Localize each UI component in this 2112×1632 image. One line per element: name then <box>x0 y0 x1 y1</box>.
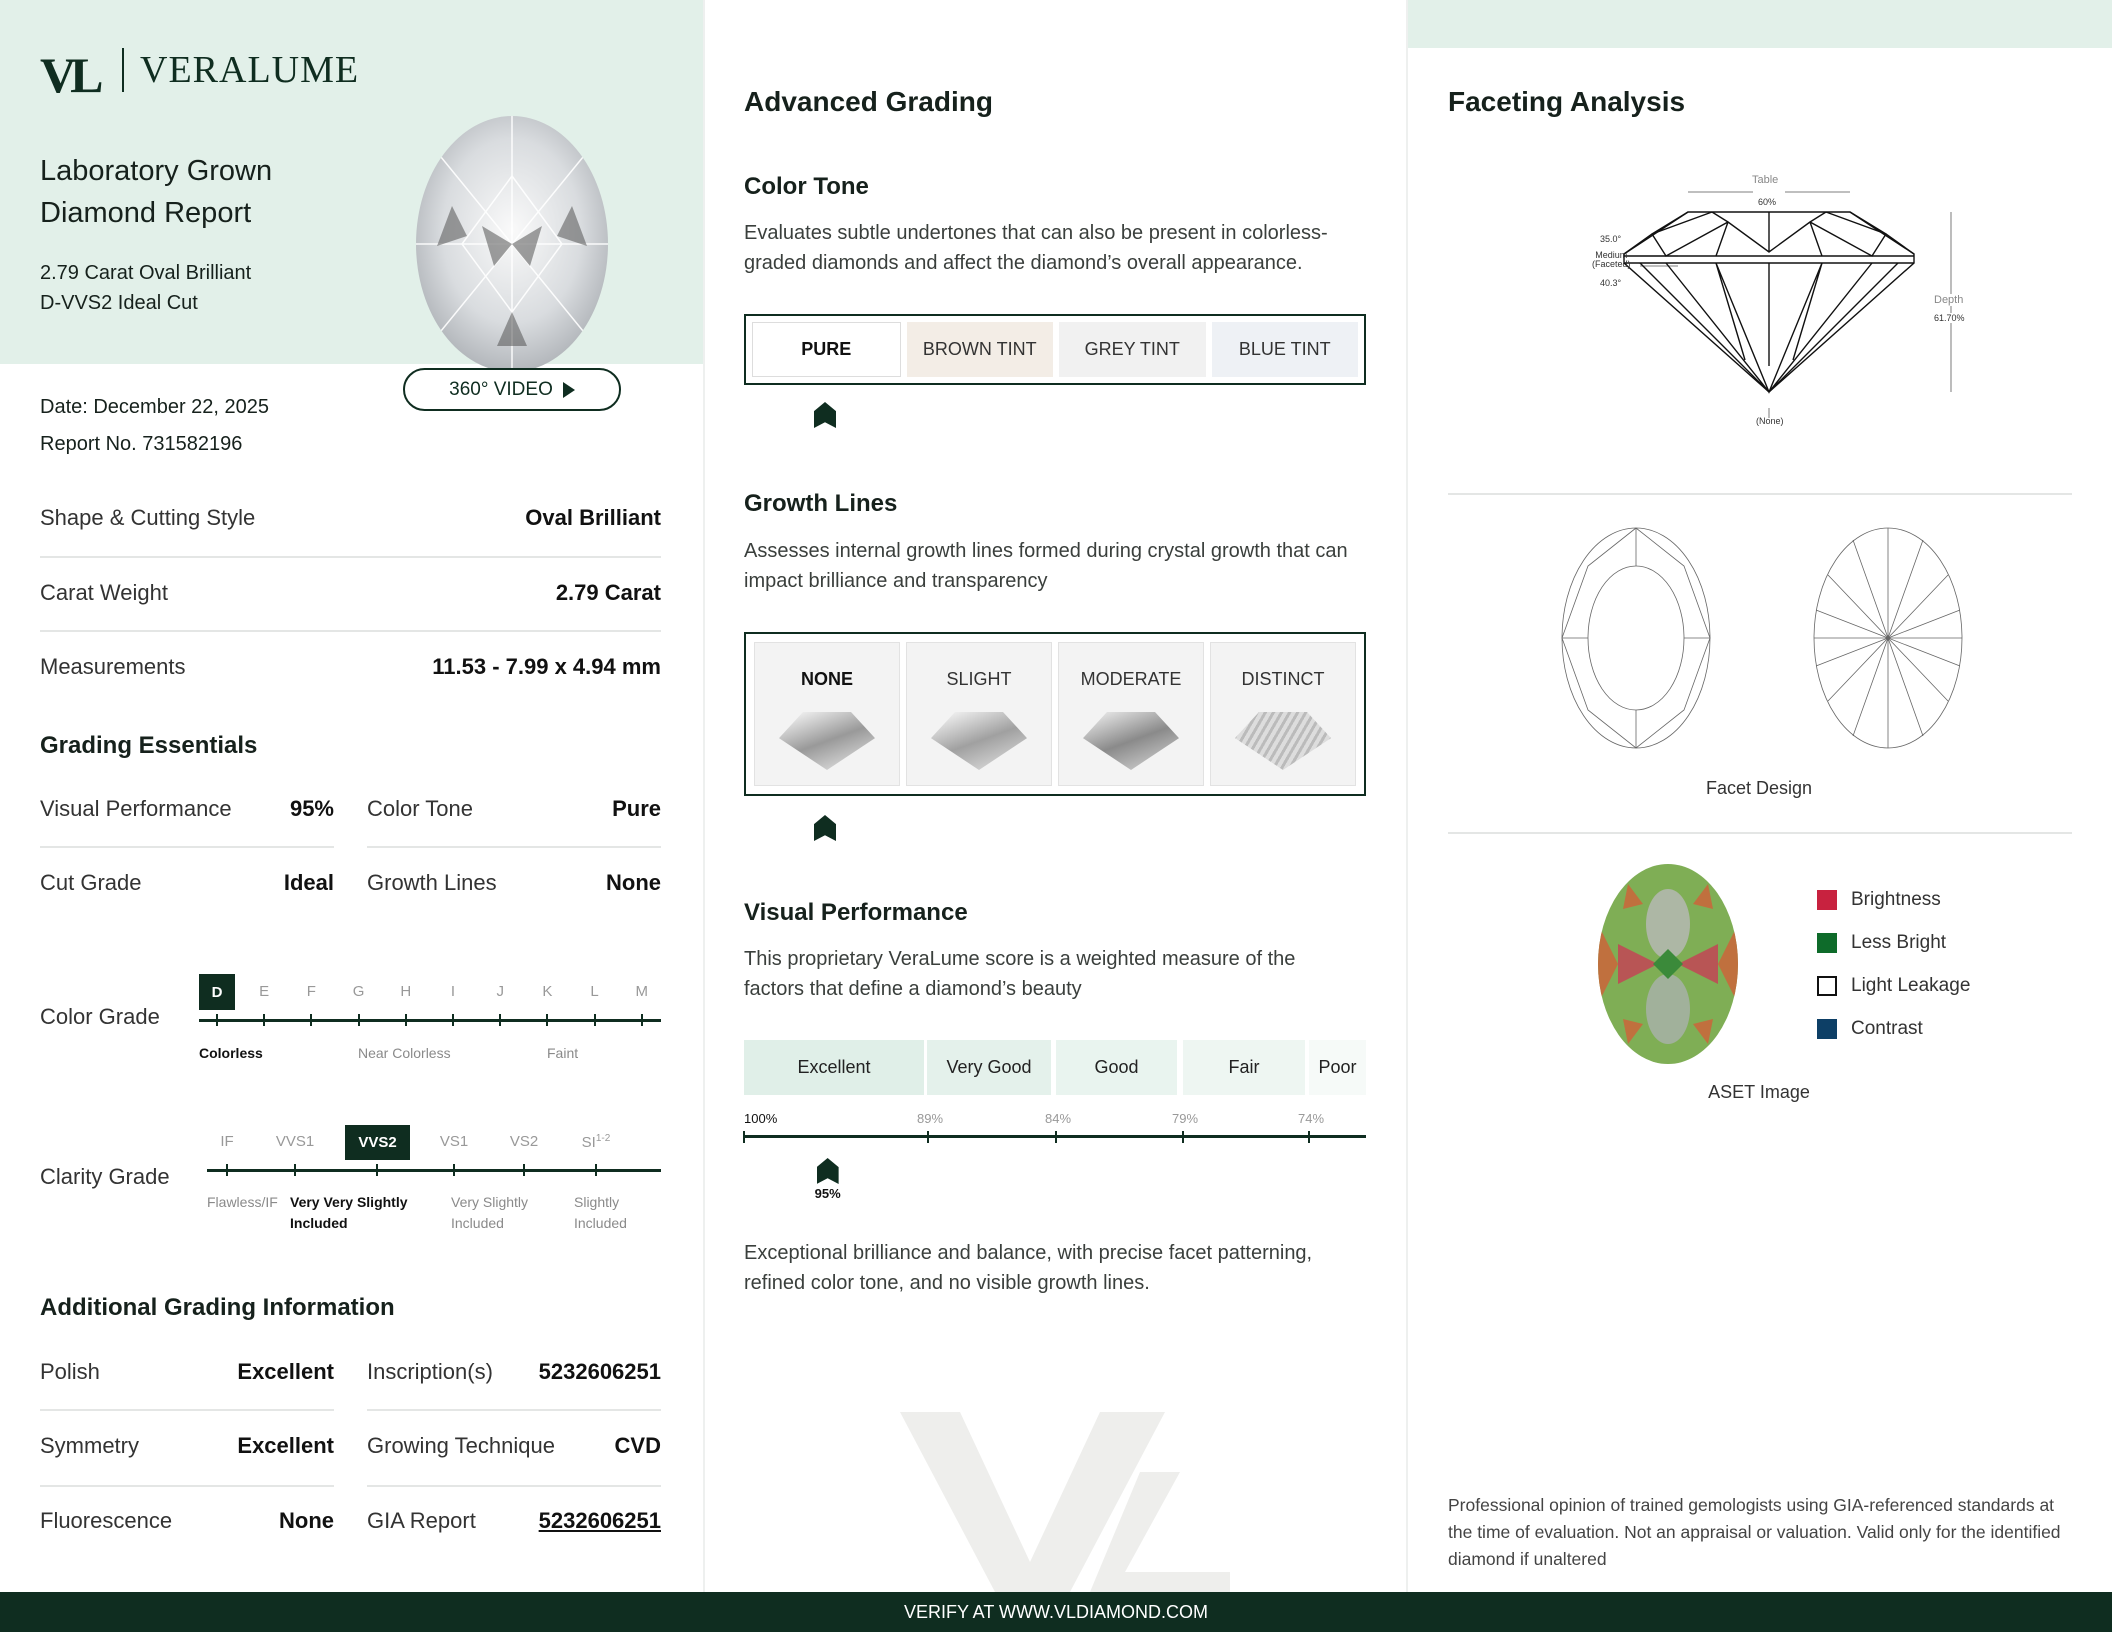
essential-label: Growth Lines <box>367 870 497 895</box>
additional-label: Polish <box>40 1359 100 1384</box>
axis-tick <box>927 1131 929 1143</box>
video-label: 360° VIDEO <box>449 378 553 400</box>
additional-value: None <box>279 1508 334 1533</box>
spec-label: Carat Weight <box>40 580 168 605</box>
clarity-group-si: Slightly Included <box>574 1194 627 1231</box>
band-good: Good <box>1056 1040 1177 1095</box>
color-grade-letter: E <box>259 983 270 1000</box>
legend-item <box>1817 889 1941 911</box>
table-value: 60% <box>1758 197 1777 207</box>
color-grade-selected: D <box>199 974 235 1010</box>
tick-label-74: 74% <box>1297 1111 1325 1126</box>
tick-label-89: 89% <box>916 1111 944 1126</box>
divider <box>40 846 334 848</box>
divider <box>40 630 661 632</box>
clarity-grade-label-item: VVS1 <box>275 1133 315 1150</box>
tone-option-brown: BROWN TINT <box>907 322 1054 377</box>
growth-option-label: SLIGHT <box>946 669 1012 689</box>
clarity-grade-axis <box>207 1169 661 1172</box>
axis-tick <box>1182 1131 1184 1143</box>
profile-drawing <box>1540 170 1990 430</box>
report-title <box>40 150 272 234</box>
essential-row <box>40 796 334 822</box>
depth-value: 61.70% <box>1934 313 1965 323</box>
title-line-1: Laboratory Grown <box>40 155 273 187</box>
essential-value: 95% <box>289 796 334 821</box>
additional-row <box>40 1508 334 1534</box>
watermark-logo <box>900 1412 1230 1592</box>
spec-value: Oval Brilliant <box>525 505 661 530</box>
diamond-thumbnail <box>1083 712 1179 770</box>
color-grade-letter: I <box>450 983 456 1000</box>
color-grade-letter: J <box>496 983 504 1000</box>
additional-value: CVD <box>614 1433 661 1458</box>
tick-label-100: 100% <box>744 1111 778 1126</box>
girdle-finish: (Faceted) <box>1592 259 1631 269</box>
legend-label: Brightness <box>1851 889 1941 910</box>
essential-value: Ideal <box>283 870 334 895</box>
additional-row <box>367 1508 661 1534</box>
growth-option-slight <box>906 642 1052 786</box>
legend-item <box>1817 1018 1923 1040</box>
divider <box>367 846 661 848</box>
band-very-good: Very Good <box>927 1040 1051 1095</box>
brand-monogram: VL <box>40 47 98 103</box>
clarity-grade-label: Clarity Grade <box>40 1164 170 1189</box>
aset-image-label: ASET Image <box>1708 1082 1810 1102</box>
color-grade-letter: L <box>590 983 599 1000</box>
growth-option-label: MODERATE <box>1080 669 1182 689</box>
legend-swatch-icon <box>1817 1019 1837 1039</box>
legend-label: Less Bright <box>1851 932 1947 953</box>
facet-design-crown-icon <box>1556 525 1716 751</box>
logo-separator <box>122 48 124 92</box>
essential-value: None <box>606 870 661 895</box>
spec-label: Shape & Cutting Style <box>40 505 256 530</box>
report-number: Report No. 731582196 <box>40 433 243 455</box>
advanced-grading-heading: Advanced Grading <box>744 86 993 117</box>
tick-label-79: 79% <box>1171 1111 1199 1126</box>
color-grade-letter: G <box>352 983 365 1000</box>
clarity-grade-label-item: SI$^{1-2}$ <box>581 1133 611 1151</box>
additional-row <box>40 1433 334 1459</box>
growth-lines-scale <box>744 632 1366 796</box>
growth-option-label: DISTINCT <box>1241 669 1325 689</box>
additional-row <box>40 1359 334 1385</box>
diamond-photo <box>412 116 612 368</box>
si-superscript: 1-2 <box>595 1133 611 1144</box>
color-grade-letter: M <box>635 983 649 1000</box>
clarity-group-vvs: Very Very Slightly Included <box>290 1194 408 1231</box>
performance-summary: Exceptional brilliance and balance, with precise facet patterning, refined color tone, and no visible growth lines. <box>744 1242 1313 1294</box>
essential-row <box>367 796 661 822</box>
performance-score: 95% <box>814 1186 841 1201</box>
additional-label: Inscription(s) <box>367 1359 493 1384</box>
additional-value: Excellent <box>237 1433 334 1458</box>
clarity-group-vs: Very Slightly Included <box>451 1194 529 1231</box>
essential-label: Visual Performance <box>40 796 232 821</box>
essential-row <box>367 870 661 896</box>
girdle-label <box>1592 251 1631 269</box>
visual-performance-description: This proprietary VeraLume score is a weighted measure of the factors that define a diamond’s beauty <box>744 948 1296 1000</box>
divider <box>40 556 661 558</box>
color-tone-heading: Color Tone <box>744 173 869 200</box>
growth-lines-heading: Growth Lines <box>744 490 898 517</box>
legend-swatch-icon <box>1817 933 1837 953</box>
verify-link[interactable]: VERIFY AT WWW.VLDIAMOND.COM <box>903 1601 1209 1622</box>
color-group-colorless: Colorless <box>199 1045 263 1061</box>
additional-info-heading: Additional Grading Information <box>40 1294 395 1321</box>
divider <box>40 1409 334 1411</box>
disclaimer: Professional opinion of trained gemologists using GIA-referenced standards at the time of evaluation. Not an appraisal or valuation. Valid only for the identified diamond if unaltered <box>1448 1495 2061 1569</box>
table-label: Table <box>1752 174 1779 186</box>
right-header-band <box>1406 0 2112 48</box>
additional-label: Growing Technique <box>367 1433 555 1458</box>
color-grade-label: Color Grade <box>40 1004 160 1029</box>
legend-item <box>1817 975 1970 997</box>
divider <box>1448 832 2072 834</box>
divider <box>1448 493 2072 495</box>
color-grade-letter: H <box>400 983 412 1000</box>
title-line-2: Diamond Report <box>40 197 252 229</box>
column-divider <box>1406 0 1408 1592</box>
essential-label: Cut Grade <box>40 870 142 895</box>
faceting-analysis-heading: Faceting Analysis <box>1448 86 1686 117</box>
girdle-thickness: Medium <box>1595 250 1628 260</box>
legend-item <box>1817 932 1946 954</box>
pavilion-angle: 40.3° <box>1600 278 1622 288</box>
clarity-group-flawless: Flawless/IF <box>207 1194 278 1210</box>
additional-label: GIA Report <box>367 1508 476 1533</box>
performance-marker-icon <box>817 1158 839 1184</box>
subtitle-line-1: 2.79 Carat Oval Brilliant <box>40 262 252 284</box>
growth-option-distinct <box>1210 642 1356 786</box>
legend-label: Light Leakage <box>1851 975 1971 996</box>
growth-option-moderate <box>1058 642 1204 786</box>
axis-tick <box>1055 1131 1057 1143</box>
essential-label: Color Tone <box>367 796 473 821</box>
tone-option-blue: BLUE TINT <box>1212 322 1359 377</box>
play-icon <box>563 382 575 398</box>
color-grade-axis <box>199 1019 661 1022</box>
report-subtitle <box>40 258 251 318</box>
legend-swatch-icon <box>1817 890 1837 910</box>
clarity-grade-label-item: VS1 <box>439 1133 469 1150</box>
divider <box>367 1409 661 1411</box>
additional-value: Excellent <box>237 1359 334 1384</box>
axis-tick <box>1308 1131 1310 1143</box>
band-fair: Fair <box>1183 1040 1305 1095</box>
band-poor: Poor <box>1309 1040 1366 1095</box>
diamond-thumbnail <box>1235 712 1331 770</box>
spec-row <box>40 580 661 606</box>
additional-row <box>367 1433 661 1459</box>
color-group-near-colorless: Near Colorless <box>358 1045 451 1061</box>
culet-value: (None) <box>1756 416 1784 426</box>
color-tone-description: Evaluates subtle undertones that can also be present in colorless-graded diamonds and affect the diamond’s overall appearance. <box>744 222 1328 274</box>
additional-label: Symmetry <box>40 1433 139 1458</box>
clarity-grade-selected: VVS2 <box>345 1125 410 1160</box>
legend-label: Contrast <box>1851 1018 1923 1039</box>
facet-design-pavilion-icon <box>1808 525 1968 751</box>
additional-label: Fluorescence <box>40 1508 173 1533</box>
visual-performance-heading: Visual Performance <box>744 899 968 926</box>
spec-row <box>40 505 661 531</box>
color-group-faint: Faint <box>547 1045 579 1061</box>
color-tone-scale <box>744 314 1366 385</box>
depth-label: Depth <box>1934 294 1964 306</box>
spec-row <box>40 654 661 680</box>
tone-option-pure: PURE <box>752 322 901 377</box>
growth-lines-description: Assesses internal growth lines formed during crystal growth that can impact brilliance and transparency <box>744 540 1348 592</box>
report-date: Date: December 22, 2025 <box>40 396 270 418</box>
spec-value: 11.53 - 7.99 x 4.94 mm <box>432 654 661 679</box>
additional-value: 5232606251 <box>538 1359 661 1384</box>
tone-option-grey: GREY TINT <box>1059 322 1206 377</box>
divider <box>40 1485 334 1487</box>
brand-name: VERALUME <box>140 49 360 91</box>
footer-bar <box>0 1592 2112 1632</box>
tick-label-84: 84% <box>1044 1111 1072 1126</box>
diamond-thumbnail <box>931 712 1027 770</box>
essential-row <box>40 870 334 896</box>
axis-tick <box>743 1131 745 1143</box>
color-tone-marker-icon <box>814 402 836 428</box>
column-divider <box>703 0 705 1592</box>
spec-value: 2.79 Carat <box>555 580 661 605</box>
legend-swatch-icon <box>1817 976 1837 996</box>
aset-image <box>1598 864 1738 1064</box>
clarity-grade-label-item: VS2 <box>509 1133 539 1150</box>
diamond-profile-diagram <box>1540 170 1990 430</box>
diamond-thumbnail <box>779 712 875 770</box>
essential-value: Pure <box>612 796 661 821</box>
band-excellent: Excellent <box>744 1040 924 1095</box>
clarity-grade-label-item: IF <box>220 1133 234 1150</box>
growth-option-none <box>754 642 900 786</box>
additional-row <box>367 1359 661 1385</box>
growth-lines-marker-icon <box>814 815 836 841</box>
color-grade-letter: F <box>306 983 316 1000</box>
crown-angle: 35.0° <box>1600 234 1622 244</box>
divider <box>367 1485 661 1487</box>
gia-report-link[interactable]: 5232606251 <box>538 1508 661 1533</box>
grading-essentials-heading: Grading Essentials <box>40 732 258 759</box>
color-grade-letter: K <box>542 983 553 1000</box>
spec-label: Measurements <box>40 654 186 679</box>
facet-design-label: Facet Design <box>1705 778 1813 798</box>
growth-option-label: NONE <box>800 669 853 689</box>
subtitle-line-2: D-VVS2 Ideal Cut <box>40 292 198 314</box>
video-360-button[interactable] <box>403 368 621 411</box>
